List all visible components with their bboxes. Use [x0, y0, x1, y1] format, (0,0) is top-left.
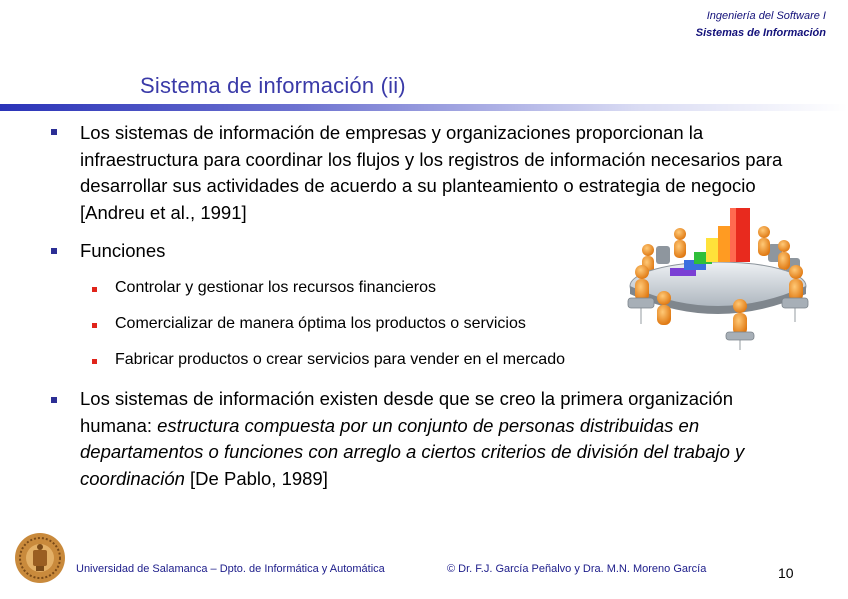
course-subtitle: Sistemas de Información [695, 27, 826, 39]
footer-authors: © Dr. F.J. García Peñalvo y Dra. M.N. Moreno García [447, 563, 707, 575]
sub-bullet-marker [92, 359, 97, 364]
footer-university: Universidad de Salamanca – Dpto. de Informática y Automática [76, 563, 385, 575]
sub-item-comercializar: Comercializar de manera óptima los productos o servicios [115, 315, 526, 332]
bullet-text-intro: Los sistemas de información existen desde que se creo la primera organización humana: [80, 388, 733, 436]
bullet-text-quote: estructura compuesta por un conjunto de personas distribuidas en departamentos o funciones con arreglo a ciertos criterios de división del trabajo y coordinación [80, 414, 745, 489]
sub-bullet-marker [92, 287, 97, 292]
sub-bullet-marker [92, 323, 97, 328]
bullet-marker [51, 248, 57, 254]
sub-item-finanzas: Controlar y gestionar los recursos financieros [115, 279, 437, 296]
course-name: Ingeniería del Software I [706, 10, 826, 22]
bullet-marker [51, 397, 57, 403]
page-number: 10 [778, 565, 794, 581]
university-seal-icon [14, 532, 66, 584]
bullet-marker [51, 129, 57, 135]
course-header [696, 8, 826, 42]
meeting-table-bar-chart-icon [618, 194, 810, 352]
bullet-text-historia [80, 386, 805, 492]
bullet-text-funciones: Funciones [80, 240, 166, 261]
title-underline-bar [0, 104, 848, 111]
bullet-text-citation: [De Pablo, 1989] [184, 467, 328, 489]
slide-title: Sistema de información (ii) [140, 73, 406, 98]
bullet-text-definition: Los sistemas de información de empresas y organizaciones proporcionan la infraestructura para coordinar los flujos y los registros de información necesarios para desarrollar sus actividades de acuerdo a su planteamiento o estrategia de negocio [Andreu et al., 1991] [80, 122, 783, 223]
sub-item-fabricar: Fabricar productos o crear servicios para vender en el mercado [115, 351, 565, 368]
